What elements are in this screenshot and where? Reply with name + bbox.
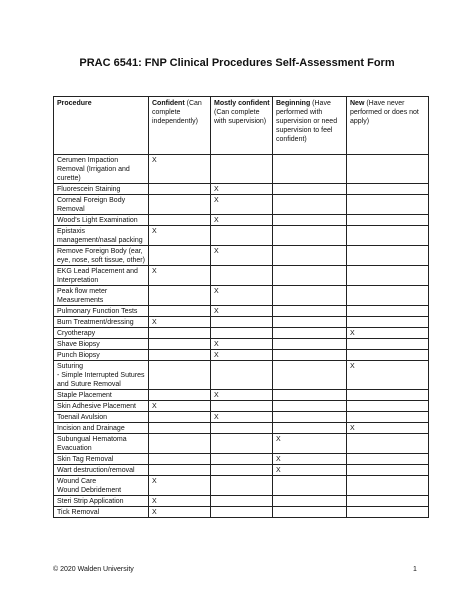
table-row bbox=[54, 454, 429, 465]
confident-cell bbox=[149, 454, 211, 465]
confident-cell bbox=[149, 361, 211, 390]
beginning-cell bbox=[273, 184, 347, 195]
procedure-name: Toenail Avulsion bbox=[54, 412, 149, 423]
page-title: PRAC 6541: FNP Clinical Procedures Self-Assessment Form bbox=[79, 57, 395, 69]
new-cell bbox=[347, 226, 429, 246]
footer-copyright: © 2020 Walden University bbox=[53, 566, 134, 573]
confident-cell bbox=[149, 339, 211, 350]
confident-cell bbox=[149, 246, 211, 266]
mostly-confident-cell: X bbox=[211, 339, 273, 350]
beginning-cell bbox=[273, 401, 347, 412]
procedure-name: Wood’s Light Examination bbox=[54, 215, 149, 226]
new-cell bbox=[347, 266, 429, 286]
mostly-confident-cell bbox=[211, 226, 273, 246]
table-row bbox=[54, 155, 429, 184]
new-cell bbox=[347, 286, 429, 306]
mostly-confident-cell: X bbox=[211, 286, 273, 306]
beginning-cell bbox=[273, 361, 347, 390]
beginning-cell: X bbox=[273, 434, 347, 454]
mostly-confident-cell bbox=[211, 496, 273, 507]
table-row bbox=[54, 423, 429, 434]
table-row bbox=[54, 317, 429, 328]
procedure-name: Shave Biopsy bbox=[54, 339, 149, 350]
confident-cell bbox=[149, 434, 211, 454]
new-cell: X bbox=[347, 423, 429, 434]
new-cell bbox=[347, 246, 429, 266]
new-cell bbox=[347, 215, 429, 226]
confident-cell bbox=[149, 195, 211, 215]
column-header-confident: Confident (Can complete independently) bbox=[149, 97, 211, 155]
mostly-confident-cell bbox=[211, 465, 273, 476]
beginning-cell bbox=[273, 350, 347, 361]
procedure-name: Steri Strip Application bbox=[54, 496, 149, 507]
mostly-confident-cell bbox=[211, 454, 273, 465]
beginning-cell bbox=[273, 328, 347, 339]
mostly-confident-cell: X bbox=[211, 350, 273, 361]
procedure-name: Skin Tag Removal bbox=[54, 454, 149, 465]
beginning-cell bbox=[273, 317, 347, 328]
beginning-cell bbox=[273, 215, 347, 226]
table-header-row bbox=[54, 97, 429, 155]
beginning-cell bbox=[273, 246, 347, 266]
new-cell bbox=[347, 339, 429, 350]
table-row bbox=[54, 266, 429, 286]
confident-cell bbox=[149, 350, 211, 361]
procedure-name: Subungual Hematoma Evacuation bbox=[54, 434, 149, 454]
beginning-cell bbox=[273, 390, 347, 401]
mostly-confident-cell bbox=[211, 401, 273, 412]
beginning-cell bbox=[273, 306, 347, 317]
confident-cell bbox=[149, 306, 211, 317]
new-cell bbox=[347, 155, 429, 184]
table-row bbox=[54, 328, 429, 339]
table-row bbox=[54, 184, 429, 195]
new-cell bbox=[347, 306, 429, 317]
table-row bbox=[54, 246, 429, 266]
new-cell: X bbox=[347, 328, 429, 339]
confident-cell bbox=[149, 390, 211, 401]
procedure-name: Corneal Foreign Body Removal bbox=[54, 195, 149, 215]
procedure-name: EKG Lead Placement and Interpretation bbox=[54, 266, 149, 286]
confident-cell bbox=[149, 184, 211, 195]
confident-cell: X bbox=[149, 507, 211, 518]
mostly-confident-cell: X bbox=[211, 184, 273, 195]
table-row bbox=[54, 507, 429, 518]
table-row bbox=[54, 339, 429, 350]
confident-cell: X bbox=[149, 496, 211, 507]
procedure-name: Skin Adhesive Placement bbox=[54, 401, 149, 412]
new-cell bbox=[347, 465, 429, 476]
new-cell bbox=[347, 317, 429, 328]
confident-cell bbox=[149, 412, 211, 423]
procedure-name: Peak flow meter Measurements bbox=[54, 286, 149, 306]
new-cell bbox=[347, 184, 429, 195]
table-row bbox=[54, 465, 429, 476]
mostly-confident-cell: X bbox=[211, 306, 273, 317]
procedure-name: Suturing - Simple Interrupted Sutures and Suture Removal bbox=[54, 361, 149, 390]
self-assessment-table bbox=[53, 96, 429, 518]
confident-cell: X bbox=[149, 401, 211, 412]
table-row bbox=[54, 401, 429, 412]
procedure-name: Staple Placement bbox=[54, 390, 149, 401]
procedure-name: Cerumen Impaction Removal (Irrigation and curette) bbox=[54, 155, 149, 184]
new-cell bbox=[347, 412, 429, 423]
procedure-name: Wart destruction/removal bbox=[54, 465, 149, 476]
beginning-cell bbox=[273, 423, 347, 434]
table-row bbox=[54, 226, 429, 246]
procedure-name: Punch Biopsy bbox=[54, 350, 149, 361]
new-cell bbox=[347, 454, 429, 465]
mostly-confident-cell bbox=[211, 155, 273, 184]
mostly-confident-cell: X bbox=[211, 246, 273, 266]
mostly-confident-cell bbox=[211, 434, 273, 454]
procedure-name: Epistaxis management/nasal packing bbox=[54, 226, 149, 246]
footer-page-number: 1 bbox=[413, 566, 417, 573]
procedure-name: Wound Care Wound Debridement bbox=[54, 476, 149, 496]
table-row bbox=[54, 361, 429, 390]
confident-cell bbox=[149, 465, 211, 476]
column-header-beginning: Beginning (Have performed with supervision or need supervision to feel confident) bbox=[273, 97, 347, 155]
mostly-confident-cell bbox=[211, 328, 273, 339]
beginning-cell bbox=[273, 412, 347, 423]
procedure-name: Cryotherapy bbox=[54, 328, 149, 339]
table-row bbox=[54, 496, 429, 507]
mostly-confident-cell bbox=[211, 476, 273, 496]
new-cell bbox=[347, 476, 429, 496]
beginning-cell: X bbox=[273, 454, 347, 465]
procedure-name: Incision and Drainage bbox=[54, 423, 149, 434]
mostly-confident-cell bbox=[211, 266, 273, 286]
beginning-cell bbox=[273, 339, 347, 350]
table-row bbox=[54, 306, 429, 317]
procedure-name: Pulmonary Function Tests bbox=[54, 306, 149, 317]
table-row bbox=[54, 390, 429, 401]
new-cell bbox=[347, 507, 429, 518]
table-row bbox=[54, 286, 429, 306]
beginning-cell: X bbox=[273, 465, 347, 476]
table-row bbox=[54, 195, 429, 215]
new-cell bbox=[347, 390, 429, 401]
confident-cell bbox=[149, 215, 211, 226]
mostly-confident-cell: X bbox=[211, 412, 273, 423]
mostly-confident-cell bbox=[211, 423, 273, 434]
procedure-name: Burn Treatment/dressing bbox=[54, 317, 149, 328]
table-row bbox=[54, 350, 429, 361]
mostly-confident-cell bbox=[211, 317, 273, 328]
mostly-confident-cell: X bbox=[211, 215, 273, 226]
mostly-confident-cell bbox=[211, 361, 273, 390]
procedure-name: Remove Foreign Body (ear, eye, nose, soft tissue, other) bbox=[54, 246, 149, 266]
new-cell bbox=[347, 350, 429, 361]
column-header-new: New (Have never performed or does not apply) bbox=[347, 97, 429, 155]
confident-cell: X bbox=[149, 476, 211, 496]
beginning-cell bbox=[273, 266, 347, 286]
mostly-confident-cell: X bbox=[211, 195, 273, 215]
confident-cell: X bbox=[149, 266, 211, 286]
new-cell bbox=[347, 195, 429, 215]
mostly-confident-cell bbox=[211, 507, 273, 518]
new-cell bbox=[347, 434, 429, 454]
procedure-name: Fluorescein Staining bbox=[54, 184, 149, 195]
new-cell bbox=[347, 401, 429, 412]
new-cell bbox=[347, 496, 429, 507]
column-header-mostly-confident: Mostly confident (Can complete with supervision) bbox=[211, 97, 273, 155]
confident-cell: X bbox=[149, 317, 211, 328]
mostly-confident-cell: X bbox=[211, 390, 273, 401]
confident-cell bbox=[149, 328, 211, 339]
confident-cell: X bbox=[149, 155, 211, 184]
beginning-cell bbox=[273, 286, 347, 306]
procedure-name: Tick Removal bbox=[54, 507, 149, 518]
beginning-cell bbox=[273, 226, 347, 246]
confident-cell bbox=[149, 423, 211, 434]
table-row bbox=[54, 434, 429, 454]
table-row bbox=[54, 215, 429, 226]
beginning-cell bbox=[273, 496, 347, 507]
confident-cell bbox=[149, 286, 211, 306]
column-header-procedure: Procedure bbox=[54, 97, 149, 155]
table-row bbox=[54, 412, 429, 423]
beginning-cell bbox=[273, 507, 347, 518]
beginning-cell bbox=[273, 195, 347, 215]
beginning-cell bbox=[273, 476, 347, 496]
beginning-cell bbox=[273, 155, 347, 184]
table-row bbox=[54, 476, 429, 496]
new-cell: X bbox=[347, 361, 429, 390]
confident-cell: X bbox=[149, 226, 211, 246]
